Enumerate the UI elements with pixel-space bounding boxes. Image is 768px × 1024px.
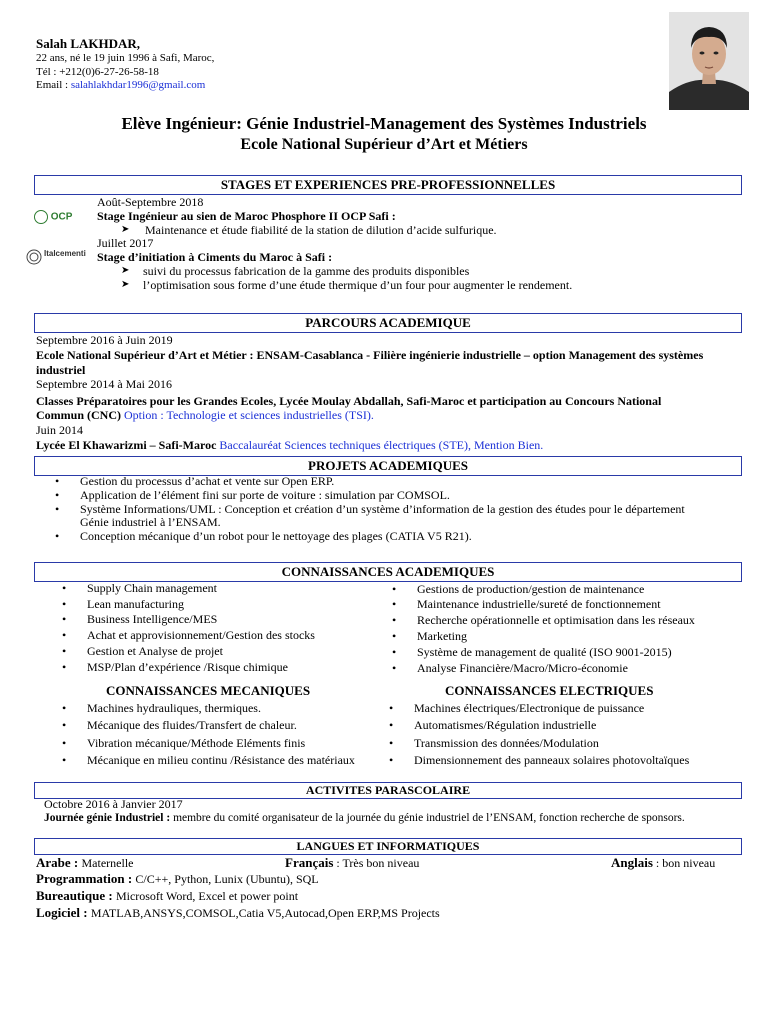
stage2-title: Stage d’initiation à Ciments du Maroc à Safi : xyxy=(97,250,333,264)
phone-info: Tél : +212(0)6-27-26-58-18 xyxy=(36,66,159,78)
skill-left-item: • Achat et approvisionnement/Gestion des stocks xyxy=(87,628,315,642)
section-connaissances-heading: CONNAISSANCES ACADEMIQUES xyxy=(34,562,742,582)
parcours2-line1: Classes Préparatoires pour les Grandes Ecoles, Lycée Moulay Abdallah, Safi-Maroc et participation au Concours National xyxy=(36,394,662,408)
elec-item: • Dimensionnement des panneaux solaires photovoltaïques xyxy=(414,753,689,767)
email-label: Email : xyxy=(36,79,71,91)
meca-item: • Machines hydrauliques, thermiques. xyxy=(87,701,261,715)
stage2-point-2: ➤ l’optimisation sous forme d’une étude thermique d’un four pour augmenter le rendement. xyxy=(121,278,573,292)
activite-date: Octobre 2016 à Janvier 2017 xyxy=(44,797,183,811)
skill-right-item: • Analyse Financière/Macro/Micro-économie xyxy=(417,661,628,675)
stage1-title: Stage Ingénieur au sien de Maroc Phosphore II OCP Safi : xyxy=(97,209,396,223)
section-stages-heading: STAGES ET EXPERIENCES PRE-PROFESSIONNELLES xyxy=(34,175,742,195)
section-activites-heading: ACTIVITES PARASCOLAIRE xyxy=(34,782,742,799)
electriques-heading: CONNAISSANCES ELECTRIQUES xyxy=(445,683,654,698)
skill-left-item: • Lean manufacturing xyxy=(87,597,184,611)
mecaniques-heading: CONNAISSANCES MECANIQUES xyxy=(106,683,311,698)
section-langues-heading: LANGUES ET INFORMATIQUES xyxy=(34,838,742,855)
email-row xyxy=(36,79,205,92)
skill-right-item: • Gestions de production/gestion de maintenance xyxy=(417,582,644,596)
logiciel-row: Logiciel : MATLAB,ANSYS,COMSOL,Catia V5,Autocad,Open ERP,MS Projects xyxy=(36,905,440,920)
activite-line: Journée génie Industriel : membre du comité organisateur de la journée du génie industriel de l’ENSAM, fonction recherche de sponsors. xyxy=(44,812,685,824)
parcours1-line1: Ecole National Supérieur d’Art et Métier : ENSAM-Casablanca - Filière ingénierie industrielle – option Management des systèmes xyxy=(36,348,704,362)
stage2-point-1: ➤ suivi du processus fabrication de la gamme des produits disponibles xyxy=(121,264,470,278)
parcours1-line2: industriel xyxy=(36,363,86,377)
italcementi-logo xyxy=(26,244,88,272)
ocp-logo xyxy=(34,210,84,226)
birth-info: 22 ans, né le 19 juin 1996 à Safi, Maroc, xyxy=(36,52,215,64)
stage2-date: Juillet 2017 xyxy=(97,236,154,250)
langue-anglais: Anglais : bon niveau xyxy=(611,855,716,870)
projet-item: • Application de l’élément fini sur porte de voiture : simulation par COMSOL. xyxy=(80,488,450,502)
parcours2-line2: Commun (CNC) Option : Technologie et sciences industrielles (TSI). xyxy=(36,408,374,422)
stage1-point: ➤ Maintenance et étude fiabilité de la station de dilution d’acide sulfurique. xyxy=(121,223,497,237)
elec-item: • Transmission des données/Modulation xyxy=(414,736,599,750)
parcours2-date: Septembre 2014 à Mai 2016 xyxy=(36,377,172,391)
profile-title: Elève Ingénieur: Génie Industriel-Management des Systèmes Industriels xyxy=(121,114,647,133)
profile-photo xyxy=(669,12,749,110)
section-projets-heading: PROJETS ACADEMIQUES xyxy=(34,456,742,476)
skill-left-item: • Business Intelligence/MES xyxy=(87,612,217,626)
meca-item: • Mécanique en milieu continu /Résistance des matériaux xyxy=(87,753,355,767)
italcementi-spiral-icon xyxy=(26,246,42,268)
bureautique-row: Bureautique : Microsoft Word, Excel et power point xyxy=(36,888,299,903)
portrait-image xyxy=(669,12,749,110)
programmation-row: Programmation : C/C++, Python, Lunix (Ubuntu), SQL xyxy=(36,871,319,886)
email-link[interactable]: salahlakhdar1996@gmail.com xyxy=(70,79,206,91)
skill-right-item: • Marketing xyxy=(417,629,467,643)
meca-item: • Vibration mécanique/Méthode Eléments finis xyxy=(87,736,305,750)
projet-item: • Conception mécanique d’un robot pour le nettoyage des plages (CATIA V5 R21). xyxy=(80,529,472,543)
skill-right-item: • Système de management de qualité (ISO 9001-2015) xyxy=(417,645,672,659)
ocp-logo-text: OCP xyxy=(50,211,73,223)
langue-francais: Français : Très bon niveau xyxy=(285,855,420,870)
parcours3-date: Juin 2014 xyxy=(36,423,84,437)
school-title: Ecole National Supérieur d’Art et Métiers xyxy=(240,136,528,153)
candidate-name: Salah LAKHDAR, xyxy=(36,36,141,51)
skill-left-item: • Gestion et Analyse de projet xyxy=(87,644,223,658)
section-parcours-heading: PARCOURS ACADEMIQUE xyxy=(34,313,742,333)
meca-item: • Mécanique des fluides/Transfert de chaleur. xyxy=(87,718,297,732)
skill-right-item: • Maintenance industrielle/sureté de fonctionnement xyxy=(417,597,661,611)
parcours1-date: Septembre 2016 à Juin 2019 xyxy=(36,333,173,347)
parcours3-line: Lycée El Khawarizmi – Safi-Maroc Baccalauréat Sciences techniques électriques (STE), Mention Bien. xyxy=(36,438,544,452)
stage1-date: Août-Septembre 2018 xyxy=(97,195,204,209)
projet-item: • Gestion du processus d’achat et vente sur Open ERP. xyxy=(80,474,334,488)
skill-left-item: • Supply Chain management xyxy=(87,581,217,595)
projet-item: • Système Informations/UML : Conception et création d’un système d’information de la gestion des études pour le département xyxy=(80,502,685,516)
italcementi-logo-text: Italcementi xyxy=(44,249,86,258)
skill-right-item: • Recherche opérationnelle et optimisation dans les réseaux xyxy=(417,613,695,627)
skill-left-item: • MSP/Plan d’expérience /Risque chimique xyxy=(87,660,288,674)
langue-arabe: Arabe : Maternelle xyxy=(36,855,134,870)
elec-item: • Machines électriques/Electronique de puissance xyxy=(414,701,644,715)
projet-item-continuation: Génie industriel à l’ENSAM. xyxy=(80,515,221,529)
elec-item: • Automatismes/Régulation industrielle xyxy=(414,718,596,732)
